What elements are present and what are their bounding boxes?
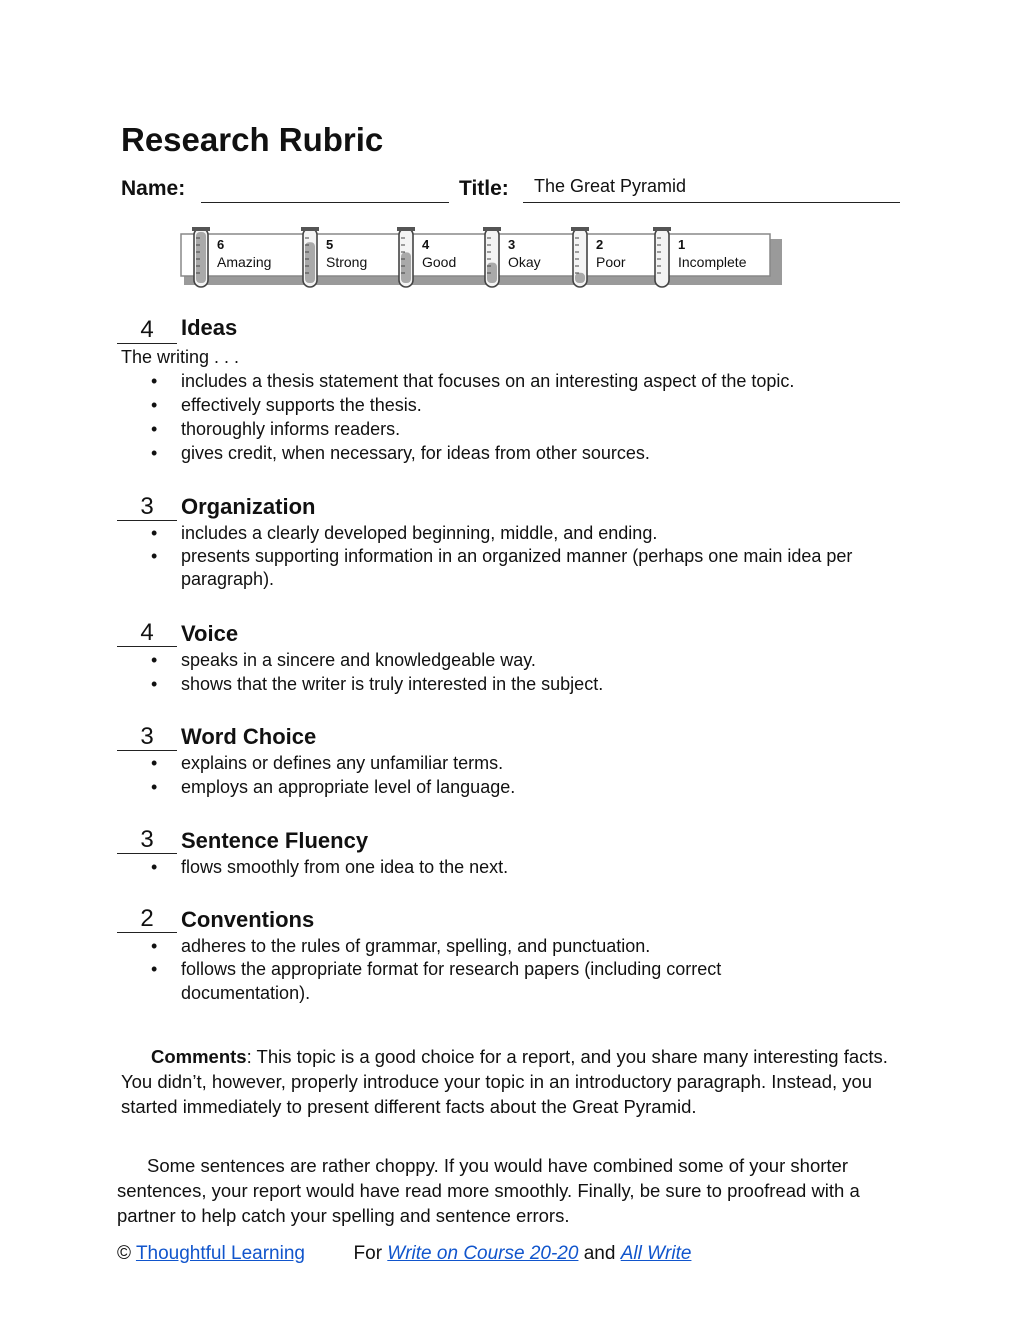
tube-rim (483, 227, 501, 231)
scale-label-4: Good (422, 254, 457, 270)
scale-label-1: Incomplete (678, 254, 747, 270)
write-on-course-link[interactable]: Write on Course 20-20 (387, 1243, 579, 1264)
page-title: Research Rubric (121, 121, 384, 158)
list-item: • speaks in a sincere and knowledgeable way. (149, 648, 909, 672)
score-ideas[interactable]: 4 (117, 317, 177, 344)
scale-tube-2 (571, 227, 589, 287)
scale-number-3: 3 (508, 237, 516, 252)
tube-fill (305, 242, 315, 283)
scale-tube-5 (301, 227, 319, 287)
ideas-list (149, 369, 909, 465)
footer (117, 1242, 691, 1266)
scale-number-2: 2 (596, 237, 604, 252)
tube-fill (196, 232, 206, 283)
comments-paragraph-1 (121, 1044, 911, 1119)
scale-number-1: 1 (678, 237, 686, 252)
ideas-intro: The writing . . . (121, 347, 240, 367)
list-item: • thoroughly informs readers. (149, 417, 909, 441)
tube-fill (575, 273, 585, 283)
footer-for-text: For (353, 1243, 383, 1264)
rubric-scale-graphic (178, 225, 784, 291)
voice-list (149, 648, 909, 696)
scale-label-3: Okay (508, 254, 541, 270)
scale-number-5: 5 (326, 237, 334, 252)
list-item: • shows that the writer is truly interested in the subject. (149, 672, 909, 696)
tube-body (655, 228, 669, 287)
tube-rim (571, 227, 589, 231)
name-label: Name: (121, 177, 186, 200)
scale-tube-6 (192, 227, 210, 287)
word-choice-list (149, 751, 909, 799)
scale-label-6: Amazing (217, 254, 272, 270)
list-item: • effectively supports the thesis. (149, 393, 909, 417)
tube-rim (301, 227, 319, 231)
list-item: • adheres to the rules of grammar, spelling, and punctuation. (149, 934, 809, 958)
scale-number-6: 6 (217, 237, 225, 252)
score-word-choice[interactable]: 3 (117, 724, 177, 751)
all-write-link[interactable]: All Write (620, 1243, 692, 1264)
comments-label: Comments (151, 1046, 247, 1067)
heading-voice: Voice (181, 621, 239, 646)
copyright-symbol: © (117, 1243, 131, 1264)
list-item: • flows smoothly from one idea to the next. (149, 855, 909, 879)
list-item: • includes a thesis statement that focuses on an interesting aspect of the topic. (149, 369, 909, 393)
scale-tube-3 (483, 227, 501, 287)
scale-label-5: Strong (326, 254, 368, 270)
heading-word-choice: Word Choice (181, 724, 317, 749)
list-item: • employs an appropriate level of language. (149, 775, 909, 799)
score-conventions[interactable]: 2 (117, 906, 177, 933)
score-sentence-fluency[interactable]: 3 (117, 827, 177, 854)
title-label: Title: (459, 177, 509, 200)
title-value: The Great Pyramid (534, 176, 687, 196)
list-item: • presents supporting information in an organized manner (perhaps one main idea per paragraph). (149, 545, 909, 591)
scale-tube-1 (653, 227, 671, 287)
tube-rim (397, 227, 415, 231)
rubric-scale (178, 225, 784, 291)
tube-fill (401, 252, 411, 283)
list-item: • gives credit, when necessary, for ideas from other sources. (149, 441, 909, 465)
heading-conventions: Conventions (181, 907, 315, 932)
name-field[interactable] (201, 180, 449, 203)
tube-rim (653, 227, 671, 231)
score-voice[interactable]: 4 (117, 620, 177, 647)
comments-text-1: : This topic is a good choice for a report, and you share many interesting facts. You didn’t, however, properly introduce your topic in an introductory paragraph. Instead, you started immediately to present different facts about the Great Pyramid. (121, 1046, 888, 1117)
list-item: • explains or defines any unfamiliar terms. (149, 751, 909, 775)
score-organization[interactable]: 3 (117, 494, 177, 521)
title-field[interactable] (523, 176, 900, 203)
heading-sentence-fluency: Sentence Fluency (181, 828, 369, 853)
footer-and-text: and (583, 1243, 616, 1264)
scale-number-4: 4 (422, 237, 430, 252)
scale-tube-4 (397, 227, 415, 287)
heading-organization: Organization (181, 494, 316, 519)
comments-paragraph-2: Some sentences are rather choppy. If you would have combined some of your shorter sentences, your report would have read more smoothly. Finally, be sure to proofread with a partner to help catch your spelling and sentence errors. (117, 1155, 860, 1226)
thoughtful-learning-link[interactable]: Thoughtful Learning (135, 1243, 305, 1264)
scale-label-2: Poor (596, 254, 626, 270)
sentence-fluency-list (149, 855, 909, 879)
list-item: • includes a clearly developed beginning, middle, and ending. (149, 521, 909, 545)
organization-list (149, 521, 909, 591)
heading-ideas: Ideas (181, 315, 238, 340)
tube-rim (192, 227, 210, 231)
conventions-list (149, 934, 809, 1005)
list-item: • follows the appropriate format for research papers (including correct documentation). (149, 958, 809, 1005)
